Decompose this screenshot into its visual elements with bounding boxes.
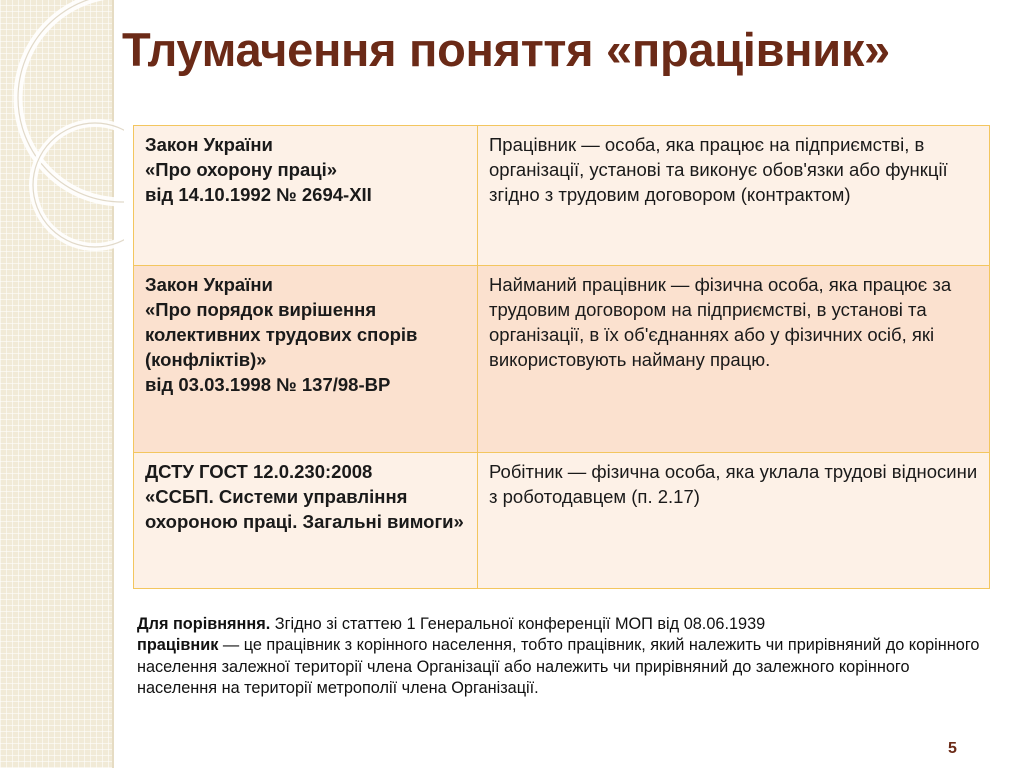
definition-cell: Працівник — особа, яка працює на підприємстві, в організації, установі та виконує обов'язки або функції згідно з трудовим договором (контрактом) — [478, 126, 990, 266]
definition-cell: Найманий працівник — фізична особа, яка працює за трудовим договором на підприємстві, в установі та організації, в їх об'єднаннях або у фізичних осіб, які використовують найману працю. — [478, 266, 990, 453]
law-line: «Про охорону праці» — [145, 159, 338, 180]
law-line: від 03.03.1998 № 137/98-ВР — [145, 374, 391, 395]
law-line: ДСТУ ГОСТ 12.0.230:2008 — [145, 461, 373, 482]
law-line: «ССБП. Системи управління охороною праці. Загальні вимоги» — [145, 486, 464, 532]
table-row — [134, 453, 990, 589]
law-line: Закон України — [145, 274, 273, 295]
note-term: працівник — [137, 636, 219, 655]
table-row — [134, 266, 990, 453]
definitions-table — [133, 125, 990, 589]
note-lead-text: Згідно зі статтею 1 Генеральної конференції МОП від 08.06.1939 — [270, 615, 766, 633]
page-title: Тлумачення поняття «працівник» — [122, 23, 890, 76]
law-cell — [134, 453, 478, 589]
comparison-note — [137, 614, 987, 700]
law-line: Закон України — [145, 134, 273, 155]
table-row — [134, 126, 990, 266]
note-body: — це працівник з корінного населення, тобто працівник, який належить чи прирівняний до корінного населення залежної території члена Організації або належить чи прирівняний до залежного корінного населення на території метрополії члена Організації. — [137, 636, 980, 698]
decorative-circles-icon — [0, 0, 124, 300]
page-number: 5 — [948, 740, 957, 757]
law-cell — [134, 266, 478, 453]
definition-cell: Робітник — фізична особа, яка уклала трудові відносини з роботодавцем (п. 2.17) — [478, 453, 990, 589]
note-lead: Для порівняння. — [137, 615, 271, 633]
law-line: «Про порядок вирішення колективних трудових спорів (конфліктів)» — [145, 299, 418, 370]
law-cell — [134, 126, 478, 266]
law-line: від 14.10.1992 № 2694-ХІІ — [145, 184, 372, 205]
